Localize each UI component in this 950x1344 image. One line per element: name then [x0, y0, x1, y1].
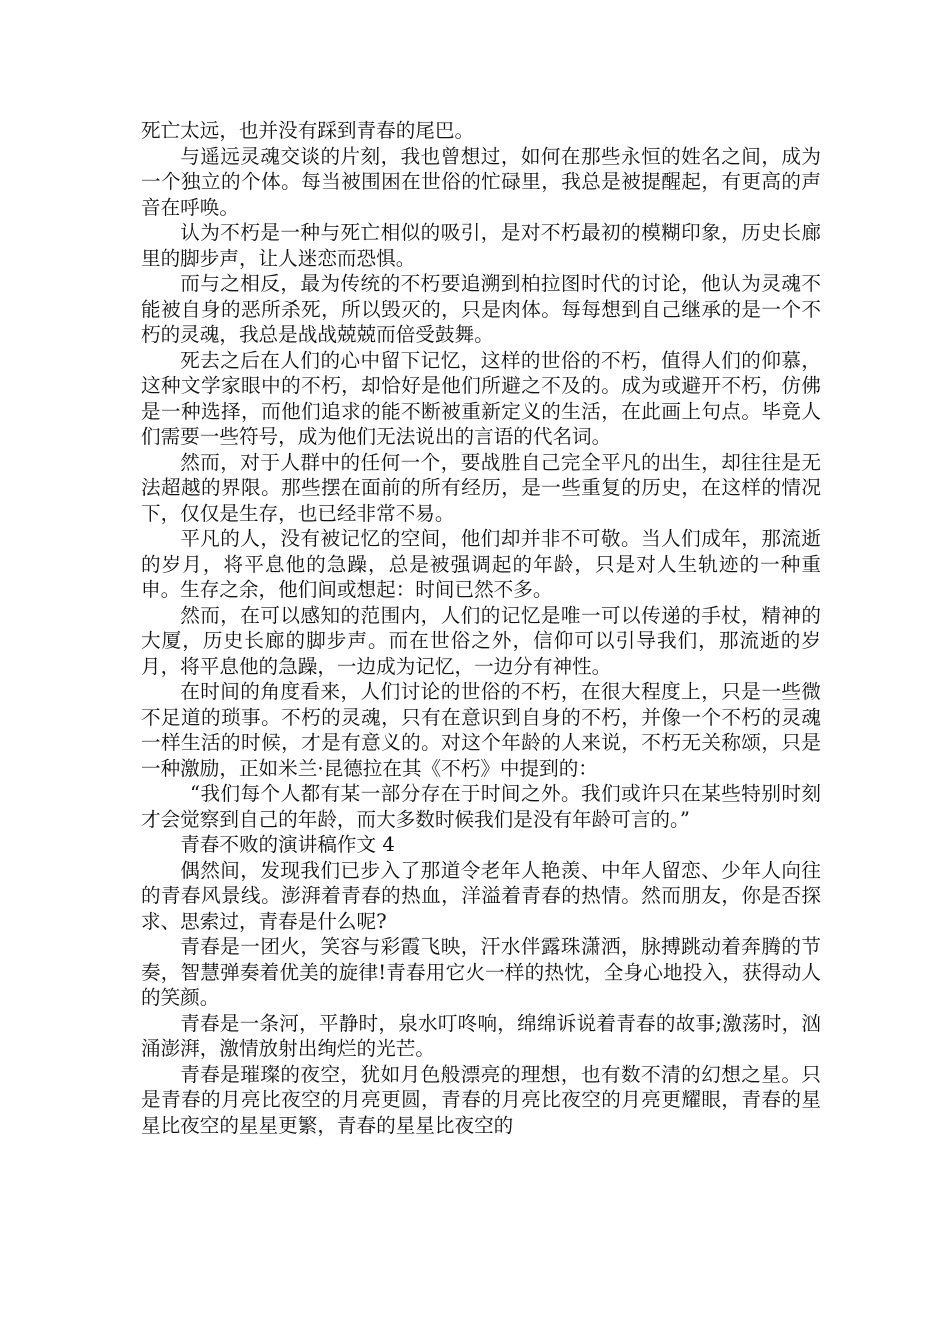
paragraph-continued: 死亡太远，也并没有踩到青春的尾巴。 [141, 119, 475, 142]
paragraph: 青春是一条河，平静时，泉水叮咚响，绵绵诉说着青春的故事;激荡时，汹涌澎湃，激情放射出绚烂的光芒。 [141, 1011, 821, 1060]
paragraph: 而与之相反，最为传统的不朽要追溯到柏拉图时代的讨论，他认为灵魂不能被自身的恶所杀死，所以毁灭的，只是肉体。每每想到自己继承的是一个不朽的灵魂，我总是战战兢兢而倍受鼓舞。 [141, 272, 821, 346]
paragraph: 青春是一团火，笑容与彩霞飞映，汗水伴露珠潇洒，脉搏跳动着奔腾的节奏，智慧弹奏着优美的旋律!青春用它火一样的热忱，全身心地投入，获得动人的笑颜。 [141, 935, 821, 1009]
paragraph: 在时间的角度看来，人们讨论的世俗的不朽，在很大程度上，只是一些微不足道的琐事。不朽的灵魂，只有在意识到自身的不朽，并像一个不朽的灵魂一样生活的时候，才是有意义的。对这个年龄的人来说，不朽无关称颂，只是一种激励，正如米兰·昆德拉在其《不朽》中提到的： [141, 680, 821, 780]
section-heading: 青春不败的演讲稿作文 4 [180, 833, 395, 856]
paragraph: 然而，对于人群中的任何一个，要战胜自己完全平凡的出生，却往往是无法超越的界限。那些摆在面前的所有经历，是一些重复的历史，在这样的情况下，仅仅是生存，也已经非常不易。 [141, 450, 821, 525]
paragraph: 与遥远灵魂交谈的片刻，我也曾想过，如何在那些永恒的姓名之间，成为一个独立的个体。每当被围困在世俗的忙碌里，我总是被提醒起，有更高的声音在呼唤。 [141, 144, 821, 219]
document-body [141, 118, 821, 1138]
paragraph: 偶然间，发现我们已步入了那道令老年人艳羡、中年人留恋、少年人向往的青春风景线。澎湃着青春的热血，洋溢着青春的热情。然而朋友，你是否探求、思索过，青春是什么呢? [141, 858, 821, 933]
paragraph-truncated: 青春是璀璨的夜空，犹如月色般漂亮的理想，也有数不清的幻想之星。只是青春的月亮比夜空的月亮更圆，青春的月亮比夜空的月亮更耀眼，青春的星星比夜空的星星更繁，青春的星星比夜空的 [141, 1062, 821, 1137]
paragraph: 平凡的人，没有被记忆的空间，他们却并非不可敬。当人们成年，那流逝的岁月，将平息他的急躁，总是被强调起的年龄，只是对人生轨迹的一种重申。生存之余，他们间或想起：时间已然不多。 [141, 527, 821, 601]
paragraph: 然而，在可以感知的范围内，人们的记忆是唯一可以传递的手杖，精神的大厦，历史长廊的脚步声。而在世俗之外，信仰可以引导我们，那流逝的岁月，将平息他的急躁，一边成为记忆，一边分有神性。 [141, 603, 821, 678]
paragraph: 认为不朽是一种与死亡相似的吸引，是对不朽最初的模糊印象，历史长廊里的脚步声，让人迷恋而恐惧。 [141, 221, 821, 270]
quotation-paragraph: “我们每个人都有某一部分存在于时间之外。我们或许只在某些特别时刻才会觉察到自己的年龄，而大多数时候我们是没有年龄可言的。” [141, 782, 821, 831]
paragraph: 死去之后在人们的心中留下记忆，这样的世俗的不朽，值得人们的仰慕，这种文学家眼中的不朽，却恰好是他们所避之不及的。成为或避开不朽，仿佛是一种选择，而他们追求的能不断被重新定义的生活，在此画上句点。毕竟人们需要一些符号，成为他们无法说出的言语的代名词。 [141, 348, 821, 448]
